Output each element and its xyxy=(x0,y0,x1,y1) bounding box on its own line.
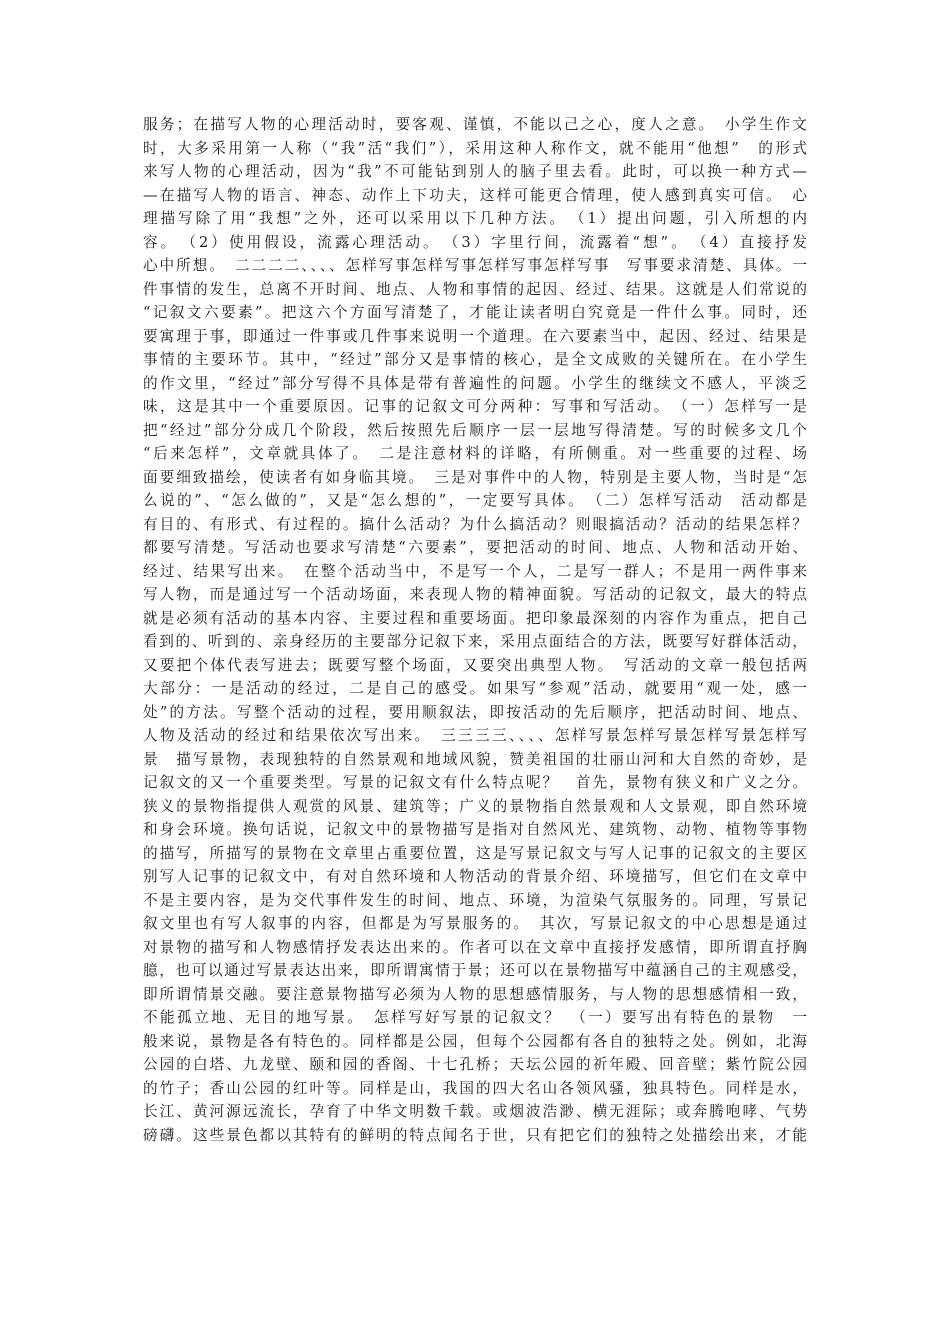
text-line: 心中所想。 二二二二、、、、怎样写事怎样写事怎样写事怎样写事 写事要求清楚、具体。一 xyxy=(143,257,807,274)
text-line: 的作文里，“经过”部分写得不具体是带有普遍性的问题。小学生的继续文不感人，平淡乏 xyxy=(143,374,807,392)
text-line: 经过、结果写出来。 在整个活动当中，不是写一个人，二是写一群人；不是用一两件事来 xyxy=(143,562,807,580)
text-line: 人物及活动的经过和结果依次写出来。 三三三三、、、、怎样写景怎样写景怎样写景怎样写 xyxy=(143,727,807,744)
text-line: 般来说，景物是各有特色的。同样都是公园，但每个公园都有各自的独特之处。例如，北海 xyxy=(143,1032,807,1050)
text-line: 时，大多采用第一人称（“我”活“我们”），采用这种人称作文，就不能用“他想” 的形式 xyxy=(143,139,807,157)
text-line: 不能孤立地、无目的地写景。 怎样写好写景的记叙文？ （一）要写出有特色的景物 一 xyxy=(143,1009,807,1026)
text-line: 景 描写景物，表现独特的自然景观和地域风貌，赞美祖国的壮丽山河和大自然的奇妙，是 xyxy=(143,750,807,768)
text-line: 又要把个体代表写进去；既要写整个场面，又要突出典型人物。 写活动的文章一般包括两 xyxy=(143,656,807,674)
text-line: 理描写除了用“我想”之外，还可以采用以下几种方法。 （1）提出问题，引入所想的内 xyxy=(143,210,807,227)
text-line: 记叙文的又一个重要类型。写景的记叙文有什么特点呢？ 首先，景物有狭义和广义之分。 xyxy=(143,774,807,791)
text-line: 事情的主要环节。其中，“经过”部分又是事情的核心，是全文成败的关键所在。在小学生 xyxy=(143,351,807,368)
text-line: 狭义的景物指提供人观赏的风景、建筑等；广义的景物指自然景观和人文景观，即自然环境 xyxy=(143,797,807,815)
body-text xyxy=(143,113,807,1147)
text-line: 味，这是其中一个重要原因。记事的记叙文可分两种：写事和写活动。 （一）怎样写一是 xyxy=(143,398,807,415)
text-line: “后来怎样”，文章就具体了。 二是注意材料的详略，有所侧重。对一些重要的过程、场 xyxy=(143,445,807,462)
text-line: 的描写，所描写的景物在文章里占重要位置，这是写景记叙文与写人记事的记叙文的主要区 xyxy=(143,844,807,862)
text-line: 件事情的发生，总离不开时间、地点、人物和事情的起因、经过、结果。这就是人们常说的 xyxy=(143,280,807,298)
text-line: —在描写人物的语言、神态、动作上下功夫，这样可能更合情理，使人感到真实可信。 心 xyxy=(143,186,807,204)
text-line: 长江、黄河源远流长，孕育了中华文明数千载。或烟波浩渺、横无涯际；或奔腾咆哮、气势 xyxy=(143,1103,807,1120)
text-line: 服务；在描写人物的心理活动时，要客观、谨慎，不能以己之心，度人之意。 小学生作文 xyxy=(143,116,807,133)
text-line: 大部分：一是活动的经过，二是自己的感受。如果写“参观”活动，就要用“观一处，感一 xyxy=(143,680,807,697)
text-line: 要寓理于事，即通过一件事或几件事来说明一个道理。在六要素当中，起因、经过、结果是 xyxy=(143,327,807,345)
text-line: 写人物，而是通过写一个活动场面，来表现人物的精神面貌。写活动的记叙文，最大的特点 xyxy=(143,586,807,603)
text-line: 有目的、有形式、有过程的。搞什么活动？为什么搞活动？则眼搞活动？活动的结果怎样？ xyxy=(143,515,807,533)
text-line: “记叙文六要素”。把这六个方面写清楚了，才能让读者明白究竟是一件什么事。同时，还 xyxy=(143,304,807,321)
text-line: 臆，也可以通过写景表达出来，即所谓寓情于景；还可以在景物描写中蕴涵自己的主观感受， xyxy=(143,962,807,979)
text-line: 都要写清楚。写活动也要求写清楚“六要素”，要把活动的时间、地点、人物和活动开始、 xyxy=(143,539,807,556)
text-line: 和身会环境。换句话说，记叙文中的景物描写是指对自然风光、建筑物、动物、植物等事物 xyxy=(143,821,807,838)
text-line: 磅礴。这些景色都以其特有的鲜明的特点闻名于世，只有把它们的独特之处描绘出来，才能 xyxy=(143,1126,807,1144)
text-line: 的竹子；香山公园的红叶等。同样是山，我国的四大名山各领风骚，独具特色。同样是水， xyxy=(143,1079,807,1097)
text-line: 叙文里也有写人叙事的内容，但都是为写景服务的。 其次，写景记叙文的中心思想是通过 xyxy=(143,915,807,932)
text-line: 别写人记事的记叙文中，有对自然环境和人物活动的背景介绍、环境描写，但它们在文章中 xyxy=(143,868,807,885)
text-line: 来写人物的心理活动，因为“我”不可能钻到别人的脑子里去看。此时，可以换一种方式— xyxy=(143,163,807,180)
text-line: 看到的、听到的、亲身经历的主要部分记叙下来，采用点面结合的方法，既要写好群体活动， xyxy=(143,633,807,650)
text-line: 即所谓情景交融。要注意景物描写必须为人物的思想感情服务，与人物的思想感情相一致， xyxy=(143,985,807,1003)
text-line: 对景物的描写和人物感情抒发表达出来的。作者可以在文章中直接抒发感情，即所谓直抒胸 xyxy=(143,938,807,956)
text-line: 处”的方法。写整个活动的过程，要用顺叙法，即按活动的先后顺序，把活动时间、地点、 xyxy=(143,703,807,721)
text-line: 么说的”、“怎么做的”，又是“怎么想的”，一定要写具体。 （二）怎样写活动 活动都是 xyxy=(143,492,807,509)
text-line: 公园的白塔、九龙壁、颐和园的香阁、十七孔桥；天坛公园的祈年殿、回音壁；紫竹院公园 xyxy=(143,1056,807,1073)
text-line: 不是主要内容，是为交代事件发生的时间、地点、环境，为渲染气氛服务的。同理，写景记 xyxy=(143,891,807,909)
text-line: 就是必须有活动的基本内容、主要过程和重要场面。把印象最深刻的内容作为重点，把自己 xyxy=(143,609,807,627)
text-line: 把“经过”部分分成几个阶段，然后按照先后顺序一层一层地写得清楚。写的时候多文几个 xyxy=(143,421,807,439)
text-line: 容。 （2）使用假设，流露心理活动。 （3）字里行间，流露着“想”。 （4）直接抒发 xyxy=(143,233,807,251)
text-line: 面要细致描绘，使读者有如身临其境。 三是对事件中的人物，特别是主要人物，当时是“怎 xyxy=(143,468,807,486)
